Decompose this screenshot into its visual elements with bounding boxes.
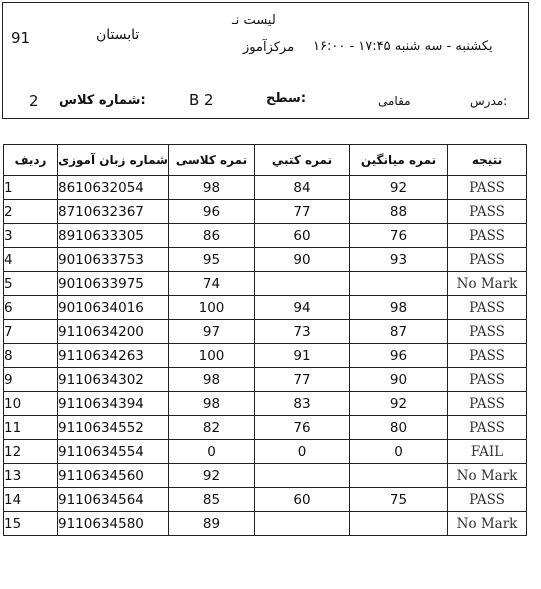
result: No Mark xyxy=(448,464,527,488)
table-row xyxy=(4,464,527,488)
student-id: 9110634580 xyxy=(58,512,169,536)
term: تابستان xyxy=(96,27,140,43)
result: No Mark xyxy=(448,512,527,536)
written-grade: 77 xyxy=(255,200,350,224)
class-grade: 95 xyxy=(169,248,255,272)
grades-table xyxy=(3,144,527,536)
class-grade: 98 xyxy=(169,392,255,416)
average-grade: 96 xyxy=(350,344,448,368)
result: No Mark xyxy=(448,272,527,296)
teacher-name: مقامی xyxy=(378,94,411,108)
average-grade: 92 xyxy=(350,392,448,416)
year: 91 xyxy=(11,29,31,47)
table-row xyxy=(4,296,527,320)
result: PASS xyxy=(448,224,527,248)
written-grade: 90 xyxy=(255,248,350,272)
student-id: 9110634394 xyxy=(58,392,169,416)
table-row xyxy=(4,512,527,536)
class-grade: 97 xyxy=(169,320,255,344)
average-grade xyxy=(350,464,448,488)
average-grade xyxy=(350,512,448,536)
list-title: لیست نـ xyxy=(232,13,276,28)
row-index: 13 xyxy=(4,464,58,488)
class-grade: 86 xyxy=(169,224,255,248)
class-grade: 98 xyxy=(169,176,255,200)
teacher-label: مدرس: xyxy=(470,94,508,108)
average-grade: 93 xyxy=(350,248,448,272)
average-grade xyxy=(350,272,448,296)
student-id: 9110634554 xyxy=(58,440,169,464)
result: PASS xyxy=(448,344,527,368)
result: PASS xyxy=(448,176,527,200)
class-grade: 92 xyxy=(169,464,255,488)
table-row xyxy=(4,248,527,272)
class-grade: 96 xyxy=(169,200,255,224)
column-header-index: ردیف xyxy=(4,145,58,176)
row-index: 5 xyxy=(4,272,58,296)
average-grade: 90 xyxy=(350,368,448,392)
row-index: 15 xyxy=(4,512,58,536)
result: FAIL xyxy=(448,440,527,464)
row-index: 14 xyxy=(4,488,58,512)
result: PASS xyxy=(448,392,527,416)
table-row xyxy=(4,200,527,224)
student-id: 8710632367 xyxy=(58,200,169,224)
row-index: 7 xyxy=(4,320,58,344)
written-grade xyxy=(255,272,350,296)
table-body xyxy=(4,176,527,536)
column-header-written-grade: نمره کتبي xyxy=(255,145,350,176)
class-grade: 98 xyxy=(169,368,255,392)
student-id: 9010633975 xyxy=(58,272,169,296)
row-index: 8 xyxy=(4,344,58,368)
average-grade: 76 xyxy=(350,224,448,248)
student-id: 9110634302 xyxy=(58,368,169,392)
class-grade: 100 xyxy=(169,344,255,368)
written-grade: 73 xyxy=(255,320,350,344)
row-index: 1 xyxy=(4,176,58,200)
row-index: 6 xyxy=(4,296,58,320)
row-index: 11 xyxy=(4,416,58,440)
written-grade: 84 xyxy=(255,176,350,200)
row-index: 12 xyxy=(4,440,58,464)
table-row xyxy=(4,176,527,200)
average-grade: 87 xyxy=(350,320,448,344)
table-row xyxy=(4,320,527,344)
table-row xyxy=(4,440,527,464)
class-number: 2 xyxy=(29,92,39,110)
average-grade: 88 xyxy=(350,200,448,224)
row-index: 10 xyxy=(4,392,58,416)
level-label: سطح: xyxy=(266,91,307,106)
written-grade: 76 xyxy=(255,416,350,440)
student-id: 9110634560 xyxy=(58,464,169,488)
written-grade: 77 xyxy=(255,368,350,392)
class-schedule: یکشنبه - سه شنبه ۱۷:۴۵ - ۱۶:۰۰ xyxy=(313,39,493,54)
average-grade: 92 xyxy=(350,176,448,200)
result: PASS xyxy=(448,488,527,512)
written-grade: 83 xyxy=(255,392,350,416)
average-grade: 98 xyxy=(350,296,448,320)
average-grade: 0 xyxy=(350,440,448,464)
table-row xyxy=(4,488,527,512)
level: B 2 xyxy=(189,91,214,109)
student-id: 9110634552 xyxy=(58,416,169,440)
student-id: 9010634016 xyxy=(58,296,169,320)
center-name: مرکزآموز xyxy=(243,40,295,55)
result: PASS xyxy=(448,248,527,272)
table-row xyxy=(4,392,527,416)
result: PASS xyxy=(448,296,527,320)
table-header-row xyxy=(4,145,527,176)
row-index: 4 xyxy=(4,248,58,272)
student-id: 9110634564 xyxy=(58,488,169,512)
student-id: 9110634200 xyxy=(58,320,169,344)
result: PASS xyxy=(448,320,527,344)
average-grade: 80 xyxy=(350,416,448,440)
written-grade: 94 xyxy=(255,296,350,320)
written-grade xyxy=(255,464,350,488)
class-grade: 0 xyxy=(169,440,255,464)
class-grade: 82 xyxy=(169,416,255,440)
table-row xyxy=(4,344,527,368)
written-grade: 60 xyxy=(255,488,350,512)
student-id: 8910633305 xyxy=(58,224,169,248)
written-grade xyxy=(255,512,350,536)
table-row xyxy=(4,416,527,440)
row-index: 3 xyxy=(4,224,58,248)
result: PASS xyxy=(448,416,527,440)
column-header-student-id: شماره زبان آموزی xyxy=(58,145,169,176)
column-header-result: نتیجه xyxy=(448,145,527,176)
class-number-label: شماره کلاس: xyxy=(59,93,146,108)
class-grade: 89 xyxy=(169,512,255,536)
table-row xyxy=(4,224,527,248)
table-row xyxy=(4,272,527,296)
result: PASS xyxy=(448,200,527,224)
written-grade: 91 xyxy=(255,344,350,368)
student-id: 9010633753 xyxy=(58,248,169,272)
class-grade: 85 xyxy=(169,488,255,512)
average-grade: 75 xyxy=(350,488,448,512)
result: PASS xyxy=(448,368,527,392)
header-box xyxy=(2,2,529,119)
row-index: 2 xyxy=(4,200,58,224)
class-grade: 100 xyxy=(169,296,255,320)
column-header-class-grade: نمره کلاسی xyxy=(169,145,255,176)
table-row xyxy=(4,368,527,392)
class-grade: 74 xyxy=(169,272,255,296)
student-id: 9110634263 xyxy=(58,344,169,368)
column-header-average-grade: نمره میانگین xyxy=(350,145,448,176)
written-grade: 60 xyxy=(255,224,350,248)
student-id: 8610632054 xyxy=(58,176,169,200)
row-index: 9 xyxy=(4,368,58,392)
written-grade: 0 xyxy=(255,440,350,464)
